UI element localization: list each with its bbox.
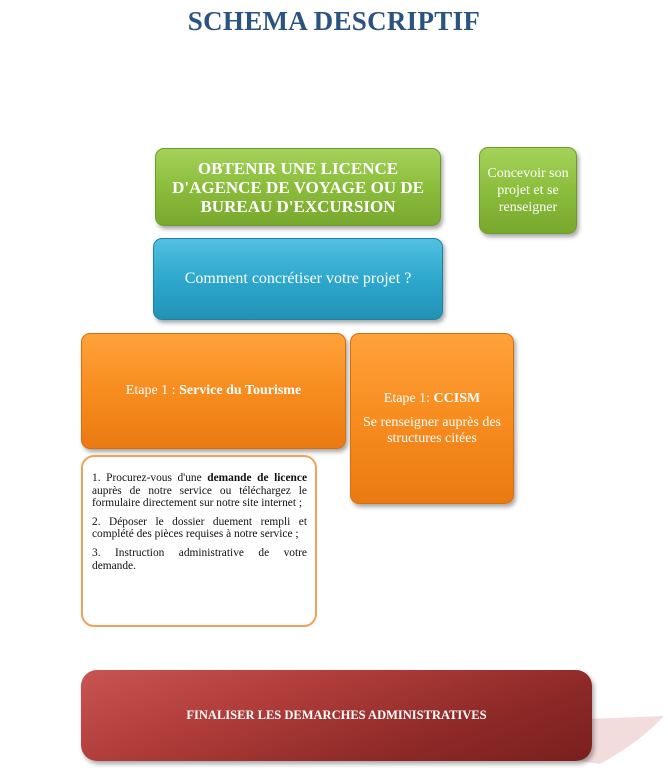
- etape1-service-prefix: Etape 1 :: [125, 383, 180, 398]
- question-box: [153, 238, 443, 320]
- etape1-ccism-bold: CCISM: [433, 390, 481, 406]
- page-title: SCHEMA DESCRIPTIF: [187, 6, 481, 36]
- finalise-box: [81, 670, 592, 761]
- step-1: [92, 472, 307, 510]
- etape1-service-label: [126, 383, 301, 399]
- step-3: 3. Instruction administrative de votre demande.: [92, 546, 307, 572]
- step-2: 2. Déposer le dossier duement rempli et complété des pièces requises à notre service ;: [92, 515, 307, 541]
- etape1-ccism-prefix: Etape 1:: [383, 390, 434, 406]
- etape1-ccism-description: Se renseigner auprès des structures citées: [362, 414, 501, 446]
- concevoir-label: Concevoir son projet et se renseigner: [487, 166, 569, 215]
- finalise-label: FINALISER LES DEMARCHES ADMINISTRATIVES: [186, 708, 487, 722]
- etape1-ccism-box: [350, 333, 514, 504]
- obtain-licence-label: OBTENIR UNE LICENCE D'AGENCE DE VOYAGE OU DE BUREAU D'EXCURSION: [172, 158, 424, 216]
- etape1-service-tourisme-box: [81, 333, 346, 449]
- obtain-licence-box: [155, 148, 441, 226]
- etape1-service-bold: Service du Tourisme: [179, 383, 302, 398]
- etape1-ccism-heading: [384, 391, 480, 407]
- step-1-after: auprès de notre service ou téléchargez le formulaire directement sur notre site internet ;: [92, 484, 307, 510]
- step-1-before: 1. Procurez-vous d'une: [92, 472, 208, 484]
- concevoir-box: [479, 147, 577, 234]
- question-label: Comment concrétiser votre projet ?: [184, 270, 412, 287]
- step-1-bold: demande de licence: [207, 472, 307, 484]
- steps-box: [81, 455, 317, 627]
